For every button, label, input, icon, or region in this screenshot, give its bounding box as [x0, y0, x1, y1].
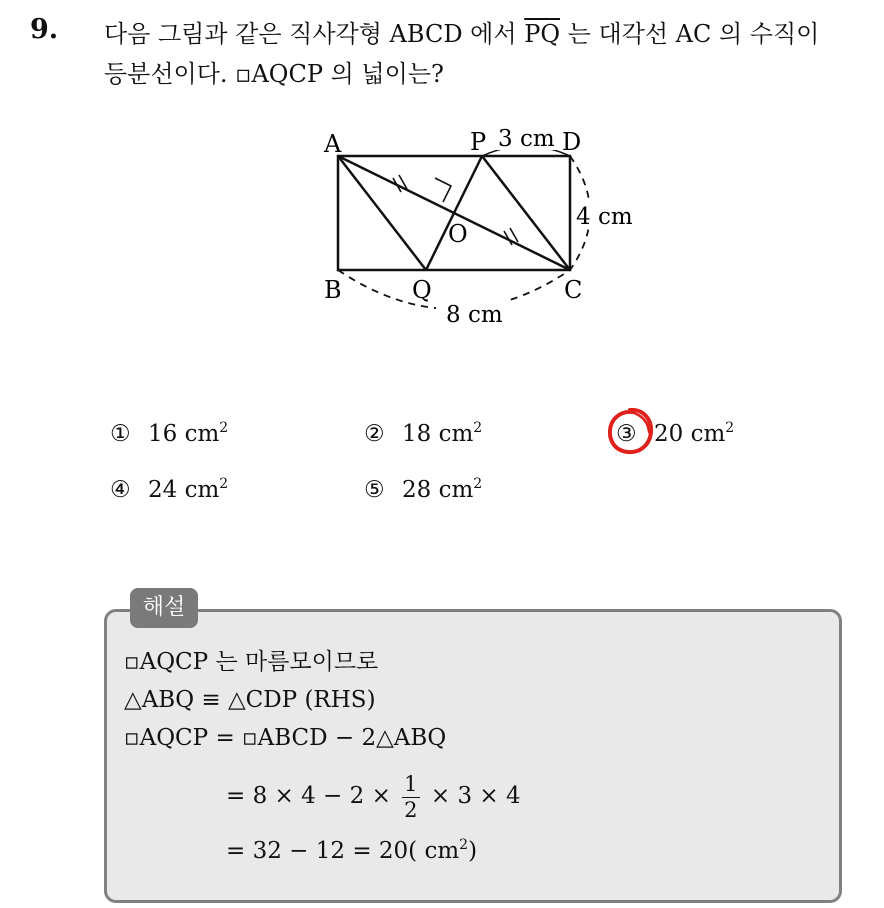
choice-2[interactable]: ② 18 $cm^2$: [364, 418, 482, 450]
answer-circle-mark: [604, 404, 656, 458]
choice-1-number: ①: [110, 421, 131, 447]
right-angle-mark: [435, 178, 451, 202]
question-line-1: 다음 그림과 같은 직사각형 ABCD 에서 $\overline{PQ}$ 는 대각선 AC 의 수직이: [104, 20, 820, 48]
point-q: Q: [412, 276, 432, 304]
point-c: C: [564, 276, 583, 304]
segment-aq: [338, 156, 426, 270]
solution-line-1: ▫AQCP 는 마름모이므로: [124, 649, 379, 675]
solution-label: 해설: [130, 588, 198, 628]
choice-1[interactable]: ① 16 $cm^2$: [110, 418, 228, 450]
choice-3[interactable]: ③ 20 $cm^2$: [616, 418, 734, 450]
label-dc-length: 4 cm: [576, 204, 633, 230]
point-b: B: [324, 276, 342, 304]
solution-line-5: = 32 − 12 = 20( $cm^2$): [226, 837, 478, 864]
choice-4[interactable]: ④ 24 $cm^2$: [110, 474, 228, 506]
choice-2-number: ②: [364, 421, 385, 447]
point-d: D: [562, 128, 582, 156]
solution-line-2: △ABQ ≡ △CDP (RHS): [124, 687, 376, 713]
choice-4-number: ④: [110, 477, 131, 503]
point-a: A: [324, 130, 342, 158]
segment-pc: [482, 156, 570, 270]
segment-pq: $\overline{PQ}$: [524, 20, 561, 48]
rectangle-figure: [310, 118, 650, 338]
fraction-one-half: $\frac{1}{2}$: [404, 771, 418, 822]
point-p: P: [470, 128, 487, 156]
label-pd-length: 3 cm: [498, 126, 555, 152]
solution-line-3: ▫AQCP = ▫ABCD − 2△ABQ: [124, 725, 447, 751]
question-number: 9.: [30, 14, 59, 45]
choice-5[interactable]: ⑤ 28 $cm^2$: [364, 474, 482, 506]
choice-3-number: ③: [616, 421, 637, 447]
solution-line-4: = 8 × 4 − 2 × $\frac{1}{2}$ × 3 × 4: [226, 771, 521, 822]
label-bc-length: 8 cm: [446, 302, 503, 328]
question-text: [104, 14, 874, 94]
point-o: O: [448, 220, 468, 248]
choice-5-number: ⑤: [364, 477, 385, 503]
segment-pq-line: [426, 156, 482, 270]
question-line-2: 등분선이다. ▫AQCP 의 넓이는?: [104, 60, 444, 88]
